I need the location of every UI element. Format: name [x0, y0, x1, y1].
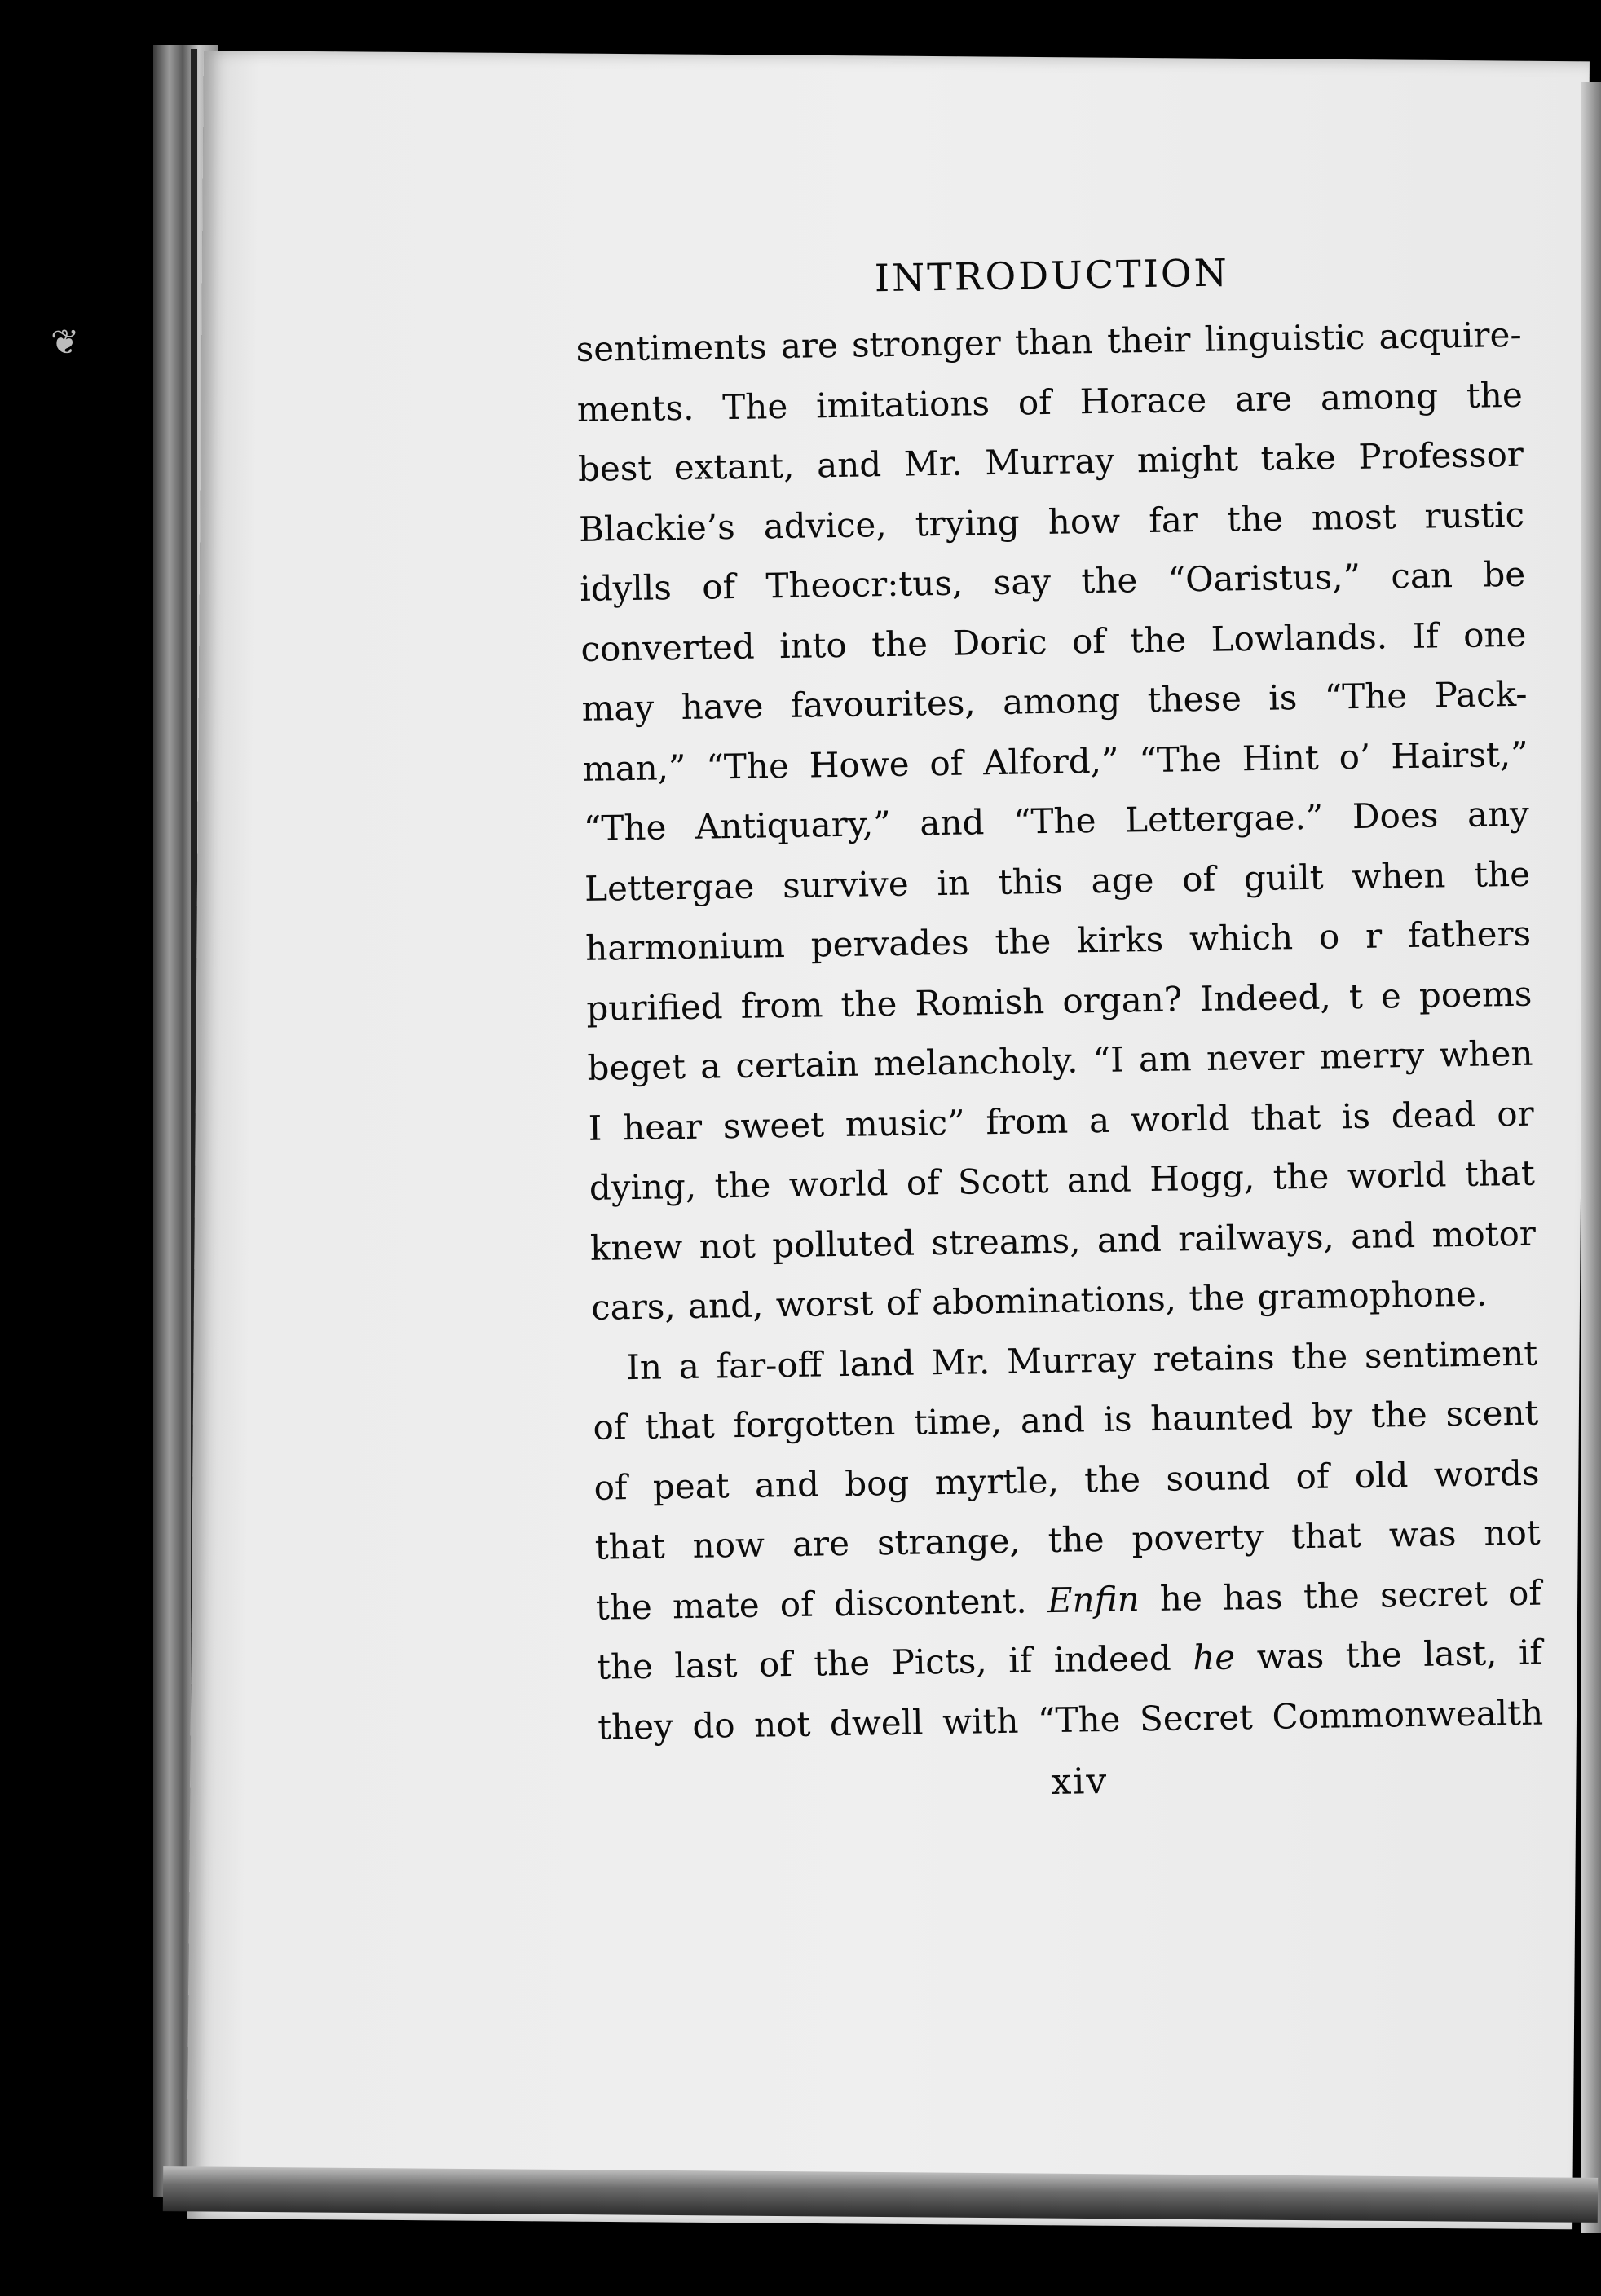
text-line: converted into the Doric of the Lowlands. If one	[580, 614, 1527, 669]
scan-speck: ❦	[51, 322, 80, 362]
text-line: beget a certain melancholy. “I am never merry when	[587, 1033, 1533, 1088]
text-line: idylls of Theocr:tus, say the “Oaristus,” can be	[579, 553, 1526, 609]
text-line: ments. The imitations of Horace are among the	[576, 374, 1524, 430]
text-line: they do not dwell with “The Secret Commonwealth	[597, 1692, 1544, 1747]
italic-word: he	[1192, 1637, 1236, 1678]
text-line: “The Antiquary,” and “The Lettergae.” Does any	[583, 793, 1530, 848]
text-fragment: was the last, if	[1256, 1632, 1543, 1677]
text-fragment: he has the secret of	[1159, 1572, 1542, 1619]
text-fragment: the last of the Picts, if indeed	[596, 1637, 1172, 1687]
text-line: man,” “The Howe of Alford,” “The Hint o’ Hairst,”	[582, 734, 1529, 789]
page-right-edge	[1581, 82, 1601, 2233]
page-number: xiv	[1051, 1760, 1109, 1804]
italic-word: Enfin	[1047, 1578, 1140, 1620]
text-line: harmonium pervades the kirks which o r fathers	[584, 913, 1532, 968]
text-line: of peat and bog myrtle, the sound of old words	[593, 1452, 1540, 1508]
text-line: Blackie’s advice, trying how far the most rustic	[578, 494, 1525, 549]
text-line: I hear sweet music” from a world that is dead or	[588, 1093, 1534, 1148]
running-head: INTRODUCTION	[874, 250, 1230, 301]
text-line: purified from the Romish organ? Indeed, t e poems	[586, 973, 1533, 1029]
text-line: cars, and, worst of abominations, the gramophone.	[590, 1273, 1488, 1328]
paragraph-first-line: In a far-off land Mr. Murray retains the sentiment	[625, 1333, 1538, 1387]
text-block	[575, 246, 1545, 1810]
text-line: sentiments are stronger than their linguistic acquire-	[576, 314, 1522, 369]
text-line: dying, the world of Scott and Hogg, the world that	[589, 1152, 1536, 1208]
text-line: Lettergae survive in this age of guilt when the	[584, 853, 1531, 909]
text-line: may have favourites, among these is “The Pack-	[581, 673, 1528, 729]
text-line: knew not polluted streams, and railways, and motor	[589, 1213, 1537, 1268]
text-fragment: the mate of discontent.	[595, 1580, 1028, 1628]
text-line: best extant, and Mr. Murray might take Professor	[577, 434, 1524, 489]
text-line: of that forgotten time, and is haunted by the scent	[593, 1392, 1539, 1448]
text-line: that now are strange, the poverty that was not	[594, 1512, 1541, 1567]
